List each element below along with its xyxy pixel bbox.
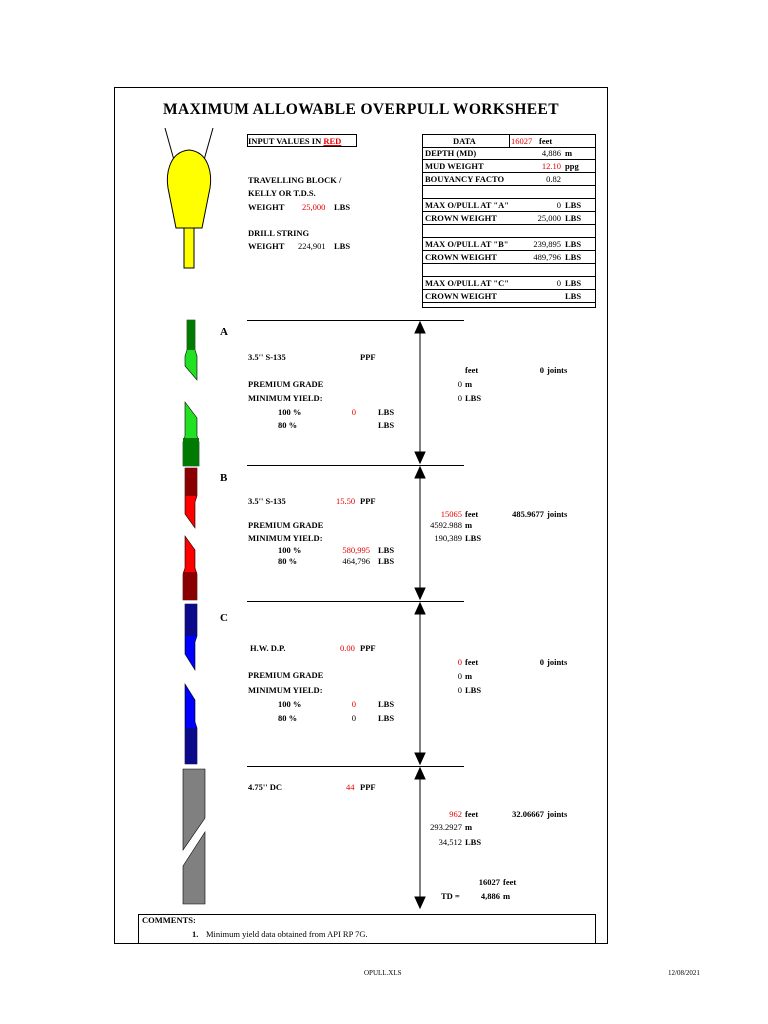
- arrow-b-up: [415, 467, 425, 478]
- section-c-joints-value: 0: [539, 657, 544, 667]
- section-a-label: A: [220, 326, 228, 338]
- data-row-value: 0.82: [546, 174, 561, 184]
- section-c-y100-unit: LBS: [378, 699, 395, 709]
- data-row-value: 4,886: [541, 148, 561, 158]
- dc-feet-value: 962: [449, 809, 462, 819]
- data-row-label: MAX O/PULL AT "C": [425, 278, 509, 288]
- section-b-top-rule: [247, 465, 464, 466]
- dc-weight-unit: LBS: [465, 837, 482, 847]
- comments-label: COMMENTS:: [142, 915, 196, 925]
- arrow-dc-down: [415, 897, 425, 908]
- section-c-pipe: H.W. D.P.: [250, 643, 286, 653]
- section-c-m-unit: m: [465, 671, 473, 681]
- section-c-ppf-unit: PPF: [360, 643, 376, 653]
- data-row: [423, 199, 595, 212]
- arrow-dc-up: [415, 768, 425, 779]
- dc-ppf-unit: PPF: [360, 782, 376, 792]
- section-a-m-unit: m: [465, 379, 473, 389]
- section-b-ppf-unit: PPF: [360, 496, 376, 506]
- block-weight-label: WEIGHT: [248, 202, 285, 212]
- section-c-min-yield: MINIMUM YIELD:: [248, 685, 323, 695]
- td-value: 4,886: [480, 891, 500, 901]
- data-row-label: BOUYANCY FACTO: [425, 174, 505, 184]
- data-row-unit: LBS: [565, 278, 582, 288]
- dc-m-unit: m: [465, 822, 473, 832]
- section-a-y100-unit: LBS: [378, 407, 395, 417]
- section-b-joints-value: 485.9677: [512, 509, 544, 519]
- section-b-m-unit: m: [465, 520, 473, 530]
- td-label: TD =: [441, 891, 460, 901]
- section-b-yield-unit: LBS: [465, 533, 482, 543]
- section-a-y100-label: 100 %: [278, 407, 302, 417]
- data-row-unit: ppg: [565, 161, 579, 171]
- pipe-c-illustration: [185, 604, 197, 764]
- section-c-grade: PREMIUM GRADE: [248, 670, 324, 680]
- pipe-b-illustration: [183, 468, 197, 600]
- section-c-y100-label: 100 %: [278, 699, 302, 709]
- data-row-label: CROWN WEIGHT: [425, 252, 497, 262]
- data-row: [423, 173, 595, 186]
- section-a-joints-value: 0: [539, 365, 544, 375]
- section-b-y100-label: 100 %: [278, 545, 302, 555]
- arrow-c-up: [415, 603, 425, 614]
- section-b-ppf-value: 15.50: [336, 496, 356, 506]
- section-a-ppf-unit: PPF: [360, 352, 376, 362]
- footer-date: 12/08/2021: [668, 969, 700, 977]
- data-row-unit: m: [565, 148, 573, 158]
- pipe-a-illustration: [183, 320, 199, 466]
- section-b-yield-total: 190,389: [434, 533, 462, 543]
- section-b-y100-value: 580,995: [342, 545, 370, 555]
- dc-ppf-value: 44: [346, 782, 355, 792]
- section-c-yield-unit: LBS: [465, 685, 482, 695]
- total-feet-value: 16027: [478, 877, 500, 887]
- data-row: [423, 147, 595, 160]
- data-row: [423, 212, 595, 225]
- data-row: [423, 251, 595, 264]
- data-row-value: 0: [556, 200, 561, 210]
- comment-text: Minimum yield data obtained from API RP 7G.: [206, 929, 368, 939]
- section-a-feet-unit: feet: [465, 365, 479, 375]
- data-row: [423, 264, 595, 277]
- data-row-unit: LBS: [565, 239, 582, 249]
- section-b-feet-value: 15065: [440, 509, 462, 519]
- section-c-yield-total: 0: [457, 685, 462, 695]
- dc-pipe: 4.75'' DC: [248, 782, 282, 792]
- data-row: [423, 238, 595, 251]
- section-b-joints-unit: joints: [547, 509, 568, 519]
- data-row-unit: LBS: [565, 213, 582, 223]
- input-note-box: [247, 134, 357, 147]
- section-a-yield-unit: LBS: [465, 393, 482, 403]
- section-c-y100-value: 0: [351, 699, 356, 709]
- section-b-m-value: 4592.988: [430, 520, 462, 530]
- drill-string-weight-unit: LBS: [334, 241, 351, 251]
- dc-weight-value: 34,512: [438, 837, 462, 847]
- data-row: [423, 225, 595, 238]
- data-row-value: 0: [556, 278, 561, 288]
- dc-joints-value: 32.06667: [512, 809, 544, 819]
- section-b-y80-value: 464,796: [342, 556, 370, 566]
- data-row-value: 239,895: [533, 239, 561, 249]
- drill-string-label: DRILL STRING: [248, 228, 310, 238]
- td-unit: m: [503, 891, 511, 901]
- data-row: [423, 277, 595, 290]
- block-weight-value: 25,000: [302, 202, 326, 212]
- section-c-m-value: 0: [457, 671, 462, 681]
- data-row-value: 25,000: [537, 213, 561, 223]
- section-c-feet-unit: feet: [465, 657, 479, 667]
- section-a-m-value: 0: [457, 379, 462, 389]
- arrow-c-down: [415, 753, 425, 764]
- block-label-1: TRAVELLING BLOCK /: [248, 175, 342, 185]
- section-a-top-rule: [247, 320, 464, 321]
- comment-number: 1.: [192, 929, 199, 939]
- section-a-grade: PREMIUM GRADE: [248, 379, 324, 389]
- section-b-min-yield: MINIMUM YIELD:: [248, 533, 323, 543]
- dc-feet-unit: feet: [465, 809, 479, 819]
- data-row: [423, 160, 595, 173]
- section-b-y80-label: 80 %: [278, 556, 298, 566]
- data-row-value: 489,796: [533, 252, 561, 262]
- total-feet-unit: feet: [503, 877, 517, 887]
- data-header-divider: [509, 134, 510, 147]
- section-a-y100-value: 0: [351, 407, 356, 417]
- data-row: [423, 186, 595, 199]
- data-row: [423, 290, 595, 303]
- footer-filename: OPULL.XLS: [364, 969, 402, 977]
- section-b-pipe: 3.5'' S-135: [248, 496, 286, 506]
- data-row-label: MAX O/PULL AT "A": [425, 200, 509, 210]
- page-title: MAXIMUM ALLOWABLE OVERPULL WORKSHEET: [162, 101, 560, 118]
- data-row-unit: LBS: [565, 200, 582, 210]
- input-values-note: INPUT VALUES IN RED: [248, 136, 342, 146]
- arrow-a-up: [415, 322, 425, 333]
- arrow-b-down: [415, 588, 425, 599]
- section-a-joints-unit: joints: [547, 365, 568, 375]
- dc-m-value: 293.2927: [430, 822, 462, 832]
- section-dc-top-rule: [247, 766, 464, 767]
- section-c-y80-value: 0: [351, 713, 356, 723]
- data-row-unit: LBS: [565, 291, 582, 301]
- section-b-grade: PREMIUM GRADE: [248, 520, 324, 530]
- data-row-unit: LBS: [565, 252, 582, 262]
- section-c-feet-value: 0: [457, 657, 462, 667]
- data-row-value: 12.10: [541, 161, 561, 171]
- section-b-label: B: [220, 472, 228, 484]
- section-a-min-yield: MINIMUM YIELD:: [248, 393, 323, 403]
- section-c-joints-unit: joints: [547, 657, 568, 667]
- dc-joints-unit: joints: [547, 809, 568, 819]
- drill-collar-illustration: [183, 769, 205, 904]
- section-c-y80-unit: LBS: [378, 713, 395, 723]
- section-a-y80-label: 80 %: [278, 420, 298, 430]
- block-weight-unit: LBS: [334, 202, 351, 212]
- data-row-label: MAX O/PULL AT "B": [425, 239, 509, 249]
- drill-string-weight-label: WEIGHT: [248, 241, 285, 251]
- section-c-top-rule: [247, 601, 464, 602]
- data-row-label: DEPTH (MD): [425, 148, 477, 158]
- section-c-ppf-value: 0.00: [340, 643, 355, 653]
- section-a-pipe: 3.5'' S-135: [248, 352, 286, 362]
- travelling-block-illustration: [160, 128, 224, 270]
- section-b-y100-unit: LBS: [378, 545, 395, 555]
- data-row-label: CROWN WEIGHT: [425, 291, 497, 301]
- block-label-2: KELLY OR T.D.S.: [248, 188, 316, 198]
- drill-string-weight-value: 224,901: [298, 241, 326, 251]
- data-row-label: MUD WEIGHT: [425, 161, 484, 171]
- data-row-label: CROWN WEIGHT: [425, 213, 497, 223]
- section-c-label: C: [220, 612, 228, 624]
- section-a-yield-total: 0: [457, 393, 462, 403]
- section-b-y80-unit: LBS: [378, 556, 395, 566]
- section-b-feet-unit: feet: [465, 509, 479, 519]
- section-a-y80-unit: LBS: [378, 420, 395, 430]
- drill-string-illustration: [180, 318, 210, 908]
- data-header-row: DATA 16027 feet: [423, 135, 595, 148]
- section-c-y80-label: 80 %: [278, 713, 298, 723]
- arrow-a-down: [415, 452, 425, 463]
